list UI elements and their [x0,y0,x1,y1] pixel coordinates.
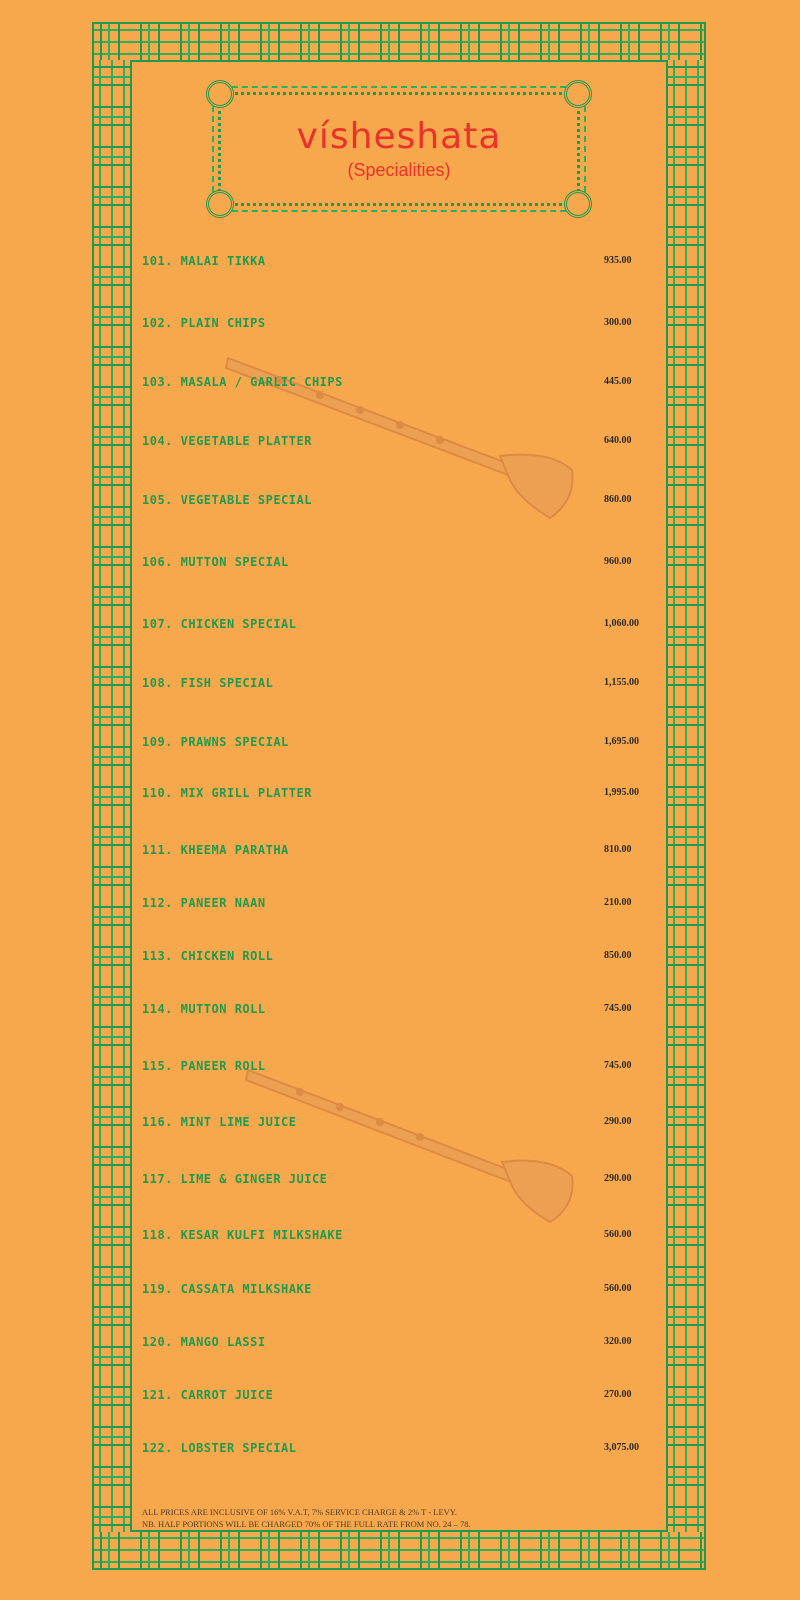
menu-item [140,1059,660,1079]
menu-item [140,1228,660,1248]
item-price: 850.00 [604,950,632,961]
menu-item [140,843,660,863]
item-price: 860.00 [604,494,632,505]
page-subtitle: (Specialities) [347,160,451,180]
item-name: 112. PANEER NAAN [142,896,266,910]
item-name: 104. VEGETABLE PLATTER [142,434,312,448]
item-price: 1,060.00 [604,618,639,629]
menu-item [140,1282,660,1302]
menu-item [140,1335,660,1355]
item-price: 290.00 [604,1173,632,1184]
menu-item [140,254,660,274]
menu-item [140,735,660,755]
item-name: 102. PLAIN CHIPS [142,316,266,330]
item-name: 108. FISH SPECIAL [142,676,274,690]
page-title: vísheshata [296,116,502,157]
item-name: 103. MASALA / GARLIC CHIPS [142,375,343,389]
item-name: 113. CHICKEN ROLL [142,949,274,963]
item-name: 122. LOBSTER SPECIAL [142,1441,297,1455]
item-name: 114. MUTTON ROLL [142,1002,266,1016]
menu-item [140,493,660,513]
item-price: 445.00 [604,376,632,387]
item-name: 109. PRAWNS SPECIAL [142,735,289,749]
item-name: 107. CHICKEN SPECIAL [142,617,297,631]
menu-item [140,617,660,637]
item-price: 640.00 [604,435,632,446]
menu-item [140,555,660,575]
item-price: 745.00 [604,1003,632,1014]
item-price: 1,995.00 [604,787,639,798]
menu-item [140,434,660,454]
menu-item [140,1115,660,1135]
item-name: 115. PANEER ROLL [142,1059,266,1073]
item-name: 105. VEGETABLE SPECIAL [142,493,312,507]
item-price: 270.00 [604,1389,632,1400]
menu-item [140,676,660,696]
item-price: 560.00 [604,1283,632,1294]
item-price: 290.00 [604,1116,632,1127]
menu-item [140,949,660,969]
tax-note: ALL PRICES ARE INCLUSIVE OF 16% V.A.T, 7% SERVICE CHARGE & 2% T - LEVY. [142,1507,457,1517]
half-portion-note: NB. HALF PORTIONS WILL BE CHARGED 70% OF THE FULL RATE FROM NO. 24 – 78. [142,1519,471,1529]
item-name: 117. LIME & GINGER JUICE [142,1172,328,1186]
item-price: 3,075.00 [604,1442,639,1453]
item-price: 1,155.00 [604,677,639,688]
menu-item [140,375,660,395]
item-price: 960.00 [604,556,632,567]
item-name: 116. MINT LIME JUICE [142,1115,297,1129]
item-price: 810.00 [604,844,632,855]
item-name: 120. MANGO LASSI [142,1335,266,1349]
menu-item [140,1388,660,1408]
menu-item [140,316,660,336]
menu-item [140,1002,660,1022]
item-name: 118. KESAR KULFI MILKSHAKE [142,1228,343,1242]
item-price: 560.00 [604,1229,632,1240]
item-name: 106. MUTTON SPECIAL [142,555,289,569]
item-name: 119. CASSATA MILKSHAKE [142,1282,312,1296]
item-price: 210.00 [604,897,632,908]
item-price: 320.00 [604,1336,632,1347]
item-name: 101. MALAI TIKKA [142,254,266,268]
item-name: 110. MIX GRILL PLATTER [142,786,312,800]
item-name: 111. KHEEMA PARATHA [142,843,289,857]
item-price: 300.00 [604,317,632,328]
item-price: 935.00 [604,255,632,266]
item-price: 1,695.00 [604,736,639,747]
item-name: 121. CARROT JUICE [142,1388,274,1402]
menu-item [140,896,660,916]
item-price: 745.00 [604,1060,632,1071]
menu-item [140,1172,660,1192]
menu-item [140,786,660,806]
menu-item [140,1441,660,1461]
price-notes [142,1506,642,1530]
